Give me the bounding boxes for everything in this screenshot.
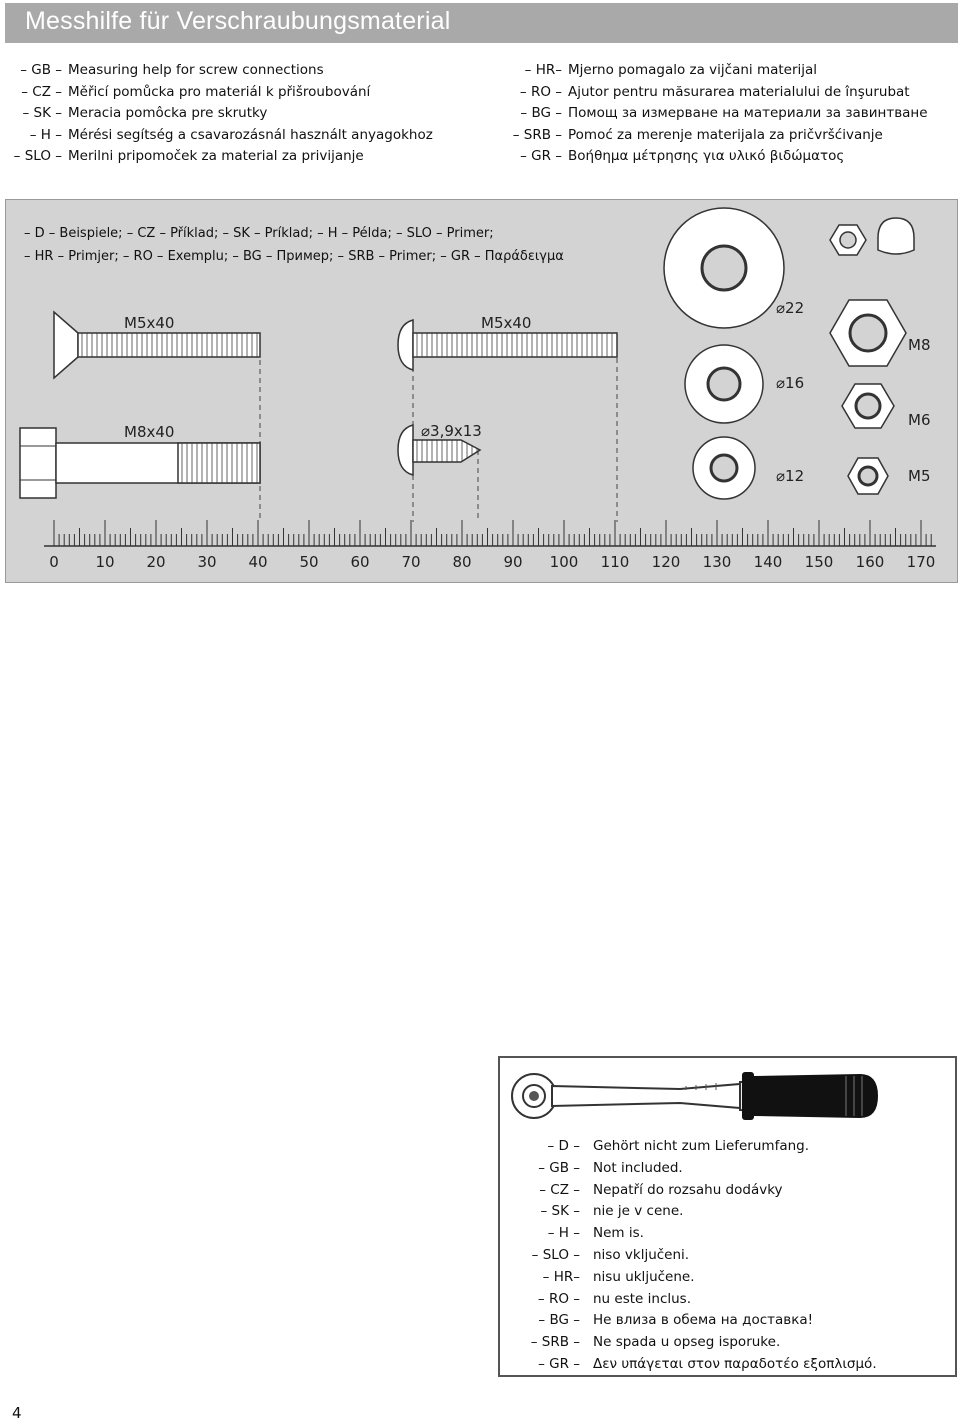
countersunk-screw-label: M5x40 <box>124 314 175 332</box>
language-code: – HR– <box>542 1268 580 1285</box>
measuring-ruler-panel <box>5 199 958 583</box>
language-code: – SLO – <box>531 1246 580 1263</box>
ruler-tick-label: 40 <box>248 553 268 571</box>
ruler-tick-label: 50 <box>299 553 319 571</box>
language-code: – BG – <box>538 1312 580 1329</box>
hex-nut-large-label: M8 <box>908 336 931 354</box>
washer-large-icon <box>664 208 784 328</box>
language-text: Ajutor pentru măsurarea materialului de înşurubat <box>568 83 910 100</box>
language-code: – GR – <box>520 148 562 165</box>
ruler-tick-label: 110 <box>600 553 630 571</box>
examples-line-2: – HR – Primjer; – RO – Exemplu; – BG – Пример; – SRB – Primer; – GR – Παράδειγμα <box>24 249 564 264</box>
language-code: – RO – <box>537 1290 580 1307</box>
language-code: – GB – <box>20 62 62 78</box>
list-item <box>500 1310 950 1332</box>
torque-wrench-icon <box>500 1058 955 1128</box>
list-item <box>500 1332 950 1354</box>
list-item <box>500 1354 950 1376</box>
language-code: – CZ – <box>21 83 62 100</box>
washer-small-label: ⌀12 <box>776 467 805 485</box>
language-text: Не влиза в обема на доставка! <box>593 1312 814 1329</box>
torque-wrench-box <box>498 1056 957 1377</box>
language-list-left <box>0 60 480 168</box>
ruler-tick-label: 90 <box>503 553 523 571</box>
language-code: – CZ – <box>539 1181 580 1198</box>
hex-nut-large-icon <box>830 300 906 366</box>
language-text: Nepatří do rozsahu dodávky <box>593 1181 783 1198</box>
ruler-tick-label: 60 <box>350 553 370 571</box>
list-item <box>500 103 960 125</box>
language-text: nisu uključene. <box>593 1268 695 1285</box>
ruler-tick-label: 130 <box>702 553 732 571</box>
list-item <box>500 1136 950 1158</box>
page-header <box>5 3 958 43</box>
language-text: Δεν υπάγεται στον παραδοτέο εξοπλισμό. <box>593 1355 877 1372</box>
ruler-tick-label: 80 <box>452 553 472 571</box>
language-code: – BG – <box>520 105 562 122</box>
washer-small-icon <box>693 437 755 499</box>
language-text: Merilni pripomoček za material za privijanje <box>68 148 364 165</box>
pan-head-screw-label: M5x40 <box>481 314 532 332</box>
language-text: nie je v cene. <box>593 1203 684 1220</box>
ruler-tick-label: 160 <box>855 553 885 571</box>
ruler-tick-label: 170 <box>906 553 936 571</box>
list-item <box>500 146 960 168</box>
ruler-labels <box>49 553 935 571</box>
list-item <box>500 1180 950 1202</box>
language-code: – SK – <box>540 1203 580 1220</box>
language-text: Mérési segítség a csavarozásnál használt anyagokhoz <box>68 126 433 143</box>
list-item <box>500 1158 950 1180</box>
hex-nut-medium-icon <box>842 384 894 428</box>
language-code: – GB – <box>538 1159 580 1176</box>
language-code: – D – <box>547 1138 580 1154</box>
list-item <box>500 125 960 147</box>
washer-large-label: ⌀22 <box>776 299 805 317</box>
language-text: Gehört nicht zum Lieferumfang. <box>593 1138 810 1154</box>
hex-bolt-label: M8x40 <box>124 423 175 441</box>
language-code: – H – <box>547 1225 580 1242</box>
list-item <box>500 1223 950 1245</box>
list-item <box>500 60 960 82</box>
ruler-tick-label: 20 <box>146 553 166 571</box>
language-list-right <box>500 60 960 168</box>
language-text: nu este inclus. <box>593 1290 691 1307</box>
list-item <box>500 1289 950 1311</box>
list-item <box>0 60 480 82</box>
ruler-tick-label: 0 <box>49 553 59 571</box>
language-text: Measuring help for screw connections <box>68 62 324 78</box>
examples-line-1: – D – Beispiele; – CZ – Příklad; – SK – Príklad; – H – Példa; – SLO – Primer; <box>24 226 494 241</box>
language-text: Помощ за измерване на материали за завинтване <box>568 105 928 122</box>
language-text: Meracia pomôcka pre skrutky <box>68 105 268 122</box>
ruler-tick-label: 120 <box>651 553 681 571</box>
ruler-illustration <box>6 200 957 582</box>
language-code: – SK – <box>22 105 62 122</box>
page-number: 4 <box>12 1404 22 1422</box>
list-item <box>500 82 960 104</box>
language-code: – SLO – <box>13 148 62 165</box>
language-text: Pomoć za merenje materijala za pričvršćivanje <box>568 126 883 143</box>
language-code: – SRB – <box>530 1334 580 1351</box>
list-item <box>0 146 480 168</box>
ruler-tick-label: 140 <box>753 553 783 571</box>
cap-nut-icon <box>878 218 914 254</box>
washer-medium-label: ⌀16 <box>776 374 805 392</box>
language-code: – RO – <box>519 83 562 100</box>
not-included-list <box>500 1136 950 1376</box>
ruler-tick-label: 150 <box>804 553 834 571</box>
washer-medium-icon <box>685 345 763 423</box>
list-item <box>500 1267 950 1289</box>
page-title: Messhilfe für Verschraubungsmaterial <box>25 7 451 35</box>
ruler-ticks <box>54 520 931 546</box>
list-item <box>0 103 480 125</box>
language-text: Mjerno pomagalo za vijčani materijal <box>568 62 818 78</box>
language-text: Βοήθημα μέτρησης για υλικό βιδώματος <box>568 148 845 165</box>
hex-nut-medium-label: M6 <box>908 411 931 429</box>
language-text: Měřicí pomůcka pro materiál k přišroubování <box>68 83 371 100</box>
hex-nut-small-icon <box>848 458 888 494</box>
ruler-tick-label: 30 <box>197 553 217 571</box>
hex-nut-small-label: M5 <box>908 467 931 485</box>
lock-nut-icon <box>830 225 866 255</box>
language-code: – HR– <box>524 62 562 78</box>
list-item <box>0 125 480 147</box>
ruler-tick-label: 70 <box>401 553 421 571</box>
language-text: Nem is. <box>593 1225 644 1242</box>
ruler-tick-label: 10 <box>95 553 115 571</box>
list-item <box>500 1201 950 1223</box>
language-code: – GR – <box>538 1355 580 1372</box>
ruler-tick-label: 100 <box>549 553 579 571</box>
language-code: – H – <box>29 126 62 143</box>
language-text: niso vključeni. <box>593 1246 690 1263</box>
language-text: Not included. <box>593 1159 683 1176</box>
tapping-screw-label: ⌀3,9x13 <box>421 422 482 440</box>
list-item <box>0 82 480 104</box>
list-item <box>500 1245 950 1267</box>
language-code: – SRB – <box>512 126 562 143</box>
language-text: Ne spada u opseg isporuke. <box>593 1334 781 1351</box>
